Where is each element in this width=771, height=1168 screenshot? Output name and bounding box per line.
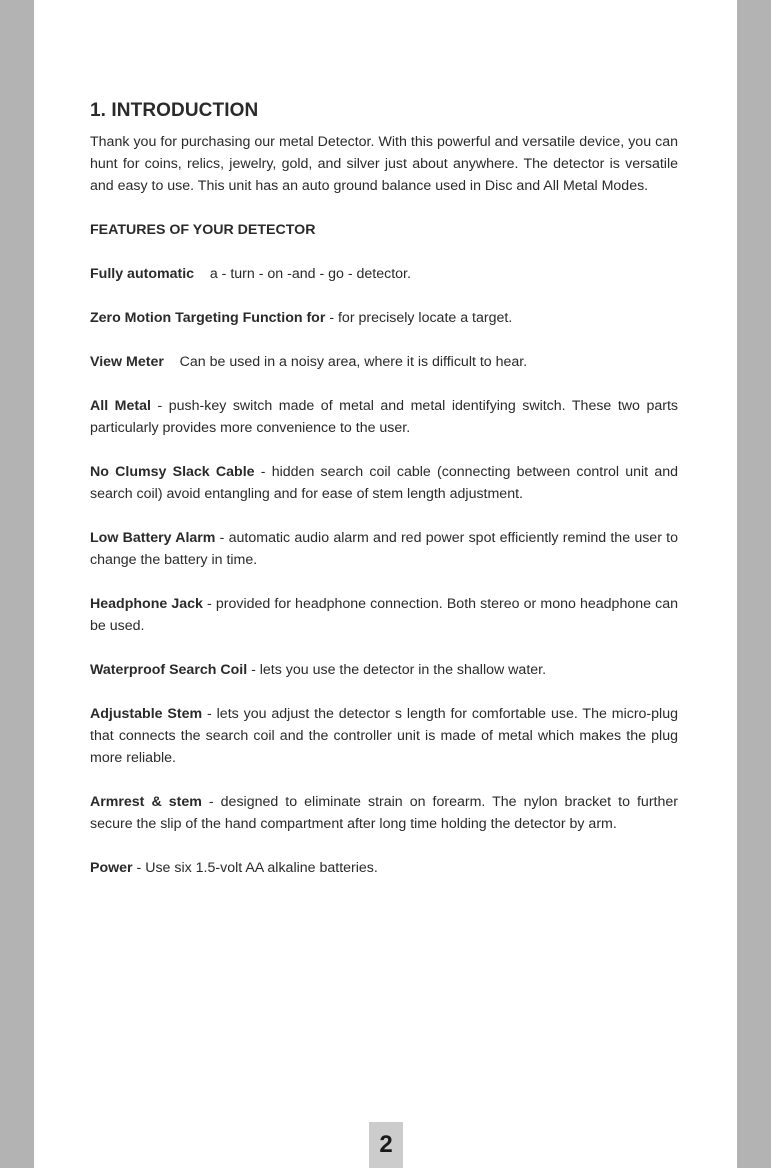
feature-name: Headphone Jack [90,596,203,612]
feature-fully-automatic [90,263,678,285]
feature-name: View Meter [90,354,164,370]
features-heading: FEATURES OF YOUR DETECTOR [90,222,316,238]
feature-description: - for precisely locate a target. [329,310,513,326]
feature-zero-motion [90,307,678,329]
page-number: 2 [379,1131,393,1158]
feature-armrest [90,791,678,835]
feature-description: Can be used in a noisy area, where it is difficult to hear. [179,354,528,370]
feature-description: - lets you use the detector in the shallow water. [251,662,547,678]
feature-adjustable-stem [90,703,678,769]
feature-name: Zero Motion Targeting Function for [90,310,326,326]
feature-power [90,857,678,879]
page-content [90,98,678,879]
feature-name: Waterproof Search Coil [90,662,248,678]
feature-name: Fully automatic [90,266,195,282]
feature-description: - automatic audio alarm and red power spot efficiently remind the user to change the battery in time. [90,530,678,568]
feature-all-metal [90,395,678,439]
feature-description: a - turn - on -and - go - detector. [209,266,411,282]
feature-description: - Use six 1.5-volt AA alkaline batteries. [136,860,378,876]
feature-description: - designed to eliminate strain on forearm. The nylon bracket to further secure the slip of the hand compartment after long time holding the detector by arm. [90,794,678,832]
feature-description: - lets you adjust the detector s length for comfortable use. The micro-plug that connects the search coil and the controller unit is made of metal which makes the plug more reliable. [90,706,678,766]
feature-name: All Metal [90,398,151,414]
feature-low-battery [90,527,678,571]
document-page [34,0,737,1168]
feature-view-meter [90,351,678,373]
feature-description: - provided for headphone connection. Both stereo or mono headphone can be used. [90,596,678,634]
feature-name: Low Battery Alarm [90,530,216,546]
feature-name: Adjustable Stem [90,706,203,722]
feature-name: Power [90,860,133,876]
page-number-box [369,1122,403,1168]
intro-paragraph: Thank you for purchasing our metal Detector. With this powerful and versatile device, you can hunt for coins, relics, jewelry, gold, and silver just about anywhere. The detector is versatile and easy to use. This unit has an auto ground balance used in Disc and All Metal Modes. [90,134,678,194]
feature-description: - hidden search coil cable (connecting between control unit and search coil) avoid entangling and for ease of stem length adjustment. [90,464,679,502]
feature-slack-cable [90,461,678,505]
feature-waterproof-coil [90,659,678,681]
section-title: 1. INTRODUCTION [90,100,259,121]
feature-name: No Clumsy Slack Cable [90,464,255,480]
feature-description: - push-key switch made of metal and metal identifying switch. These two parts particularly provides more convenience to the user. [90,398,678,436]
feature-headphone-jack [90,593,678,637]
feature-name: Armrest & stem [90,794,202,810]
